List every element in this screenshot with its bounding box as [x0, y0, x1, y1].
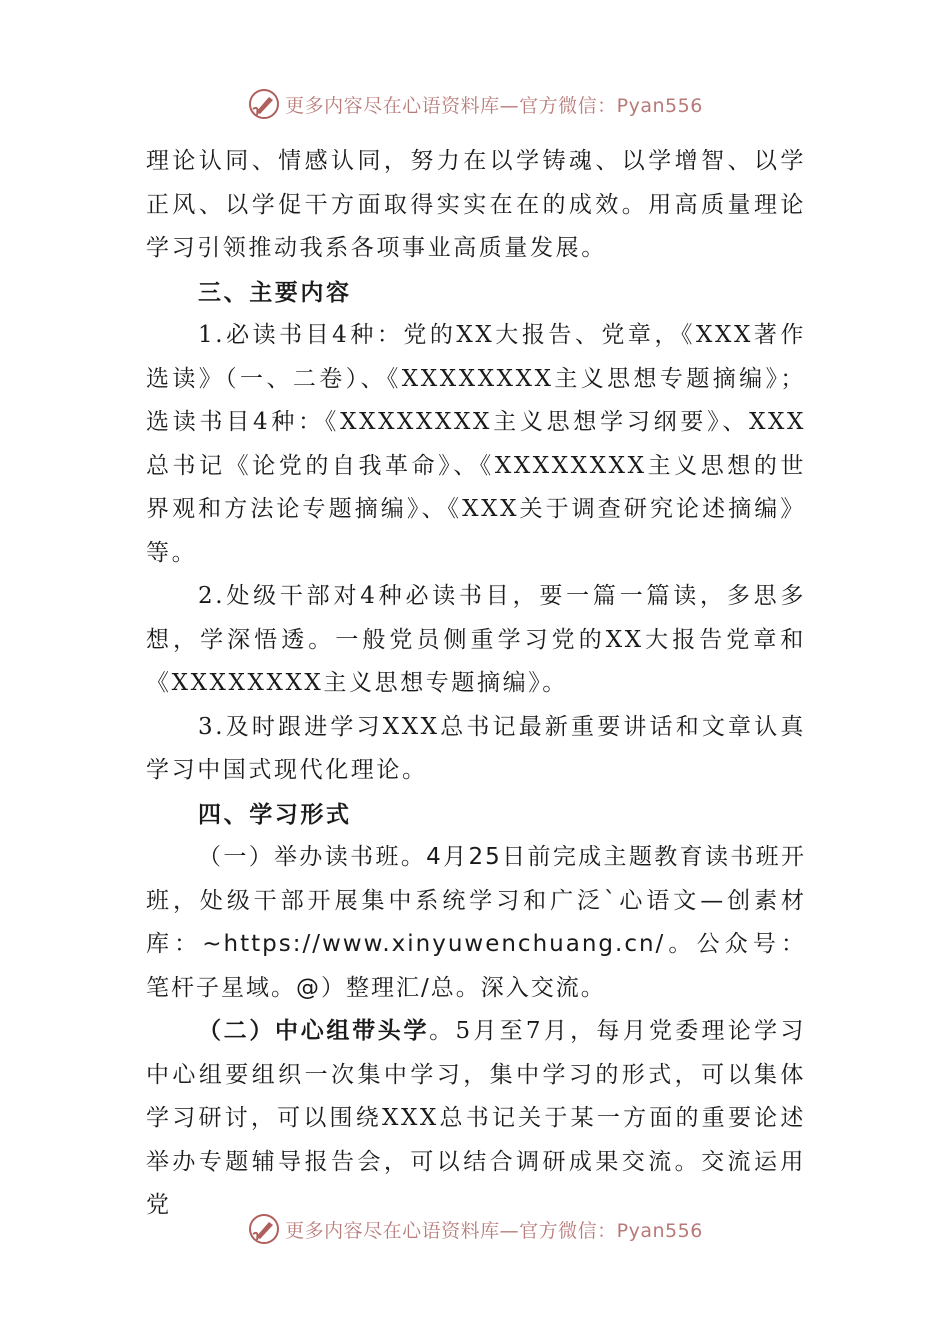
- pen-logo-icon: [247, 1212, 281, 1246]
- section-heading-3: 三、主要内容: [198, 278, 352, 306]
- paragraph-intro-continued: 理论认同、情感认同，努力在以学铸魂、以学增智、以学正风、以学促干方面取得实实在在的成效。用高质量理论学习引领推动我系各项事业高质量发展。: [146, 148, 806, 261]
- form-item-2-title: （二）中心组带头学: [198, 1018, 430, 1044]
- list-item-2: 2.处级干部对4种必读书目，要一篇一篇读，多思多想，学深悟透。一般党员侧重学习党的XX大报告党章和《XXXXXXXX主义思想专题摘编》。: [146, 583, 806, 696]
- watermark-banner-top: [0, 84, 950, 124]
- watermark-text: 更多内容尽在心语资料库—官方微信：Pyan556: [285, 1219, 703, 1242]
- form-item-2-body: 。5月至7月，每月党委理论学习中心组要组织一次集中学习，集中学习的形式，可以集体学习研讨，可以围绕XXX总书记关于某一方面的重要论述举办专题辅导报告会，可以结合调研成果交流。交流运用党: [146, 1018, 806, 1218]
- list-item-3: 3.及时跟进学习XXX总书记最新重要讲话和文章认真学习中国式现代化理论。: [146, 713, 806, 783]
- document-body: [146, 140, 806, 1228]
- form-item-1: （一）举办读书班。4月25日前完成主题教育读书班开班，处级干部开展集中系统学习和广泛`心语文—创素材库：~https://www.xinyuwenchuang.cn/。公众号：笔杆子星域。@）整理汇/总。深入交流。: [146, 844, 806, 1001]
- section-heading-4: 四、学习形式: [198, 800, 352, 828]
- form-item-2: [146, 1010, 806, 1228]
- list-item-1: 1.必读书目4种：党的XX大报告、党章，《XXX著作选读》（一、二卷）、《XXXXXXXX主义思想专题摘编》；选读书目4种：《XXXXXXXX主义思想学习纲要》、XXX总书记《论党的自我革命》、《XXXXXXXX主义思想的世界观和方法论专题摘编》、《XXX关于调查研究论述摘编》等。: [146, 322, 806, 566]
- watermark-text: 更多内容尽在心语资料库—官方微信：Pyan556: [285, 94, 703, 117]
- watermark-banner-bottom: [0, 1209, 950, 1249]
- pen-logo-icon: [247, 87, 281, 121]
